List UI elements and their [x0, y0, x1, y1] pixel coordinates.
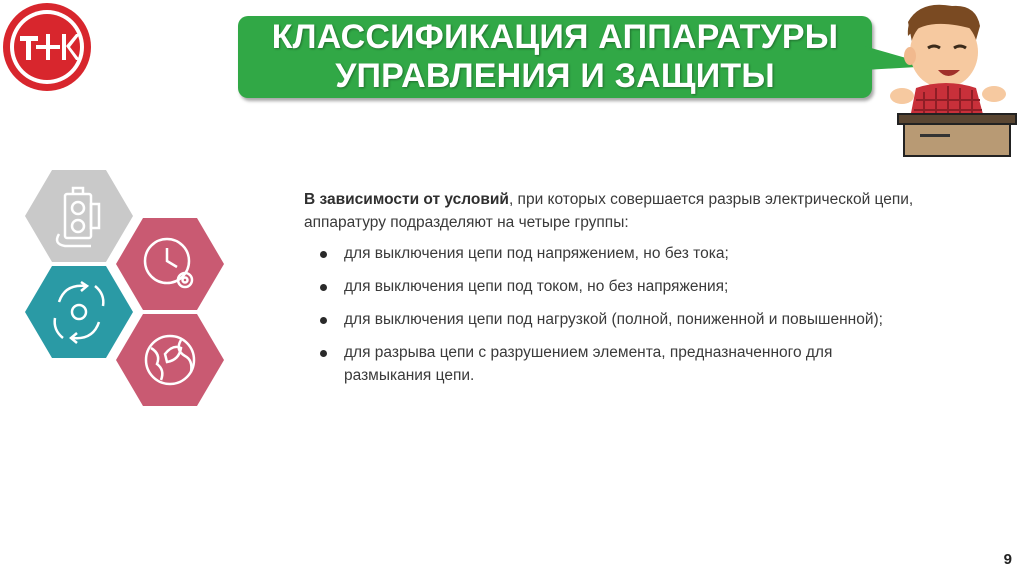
company-logo: [2, 2, 92, 92]
clock-gear-icon: [116, 218, 224, 310]
cycle-gear-icon: [25, 266, 133, 358]
list-item: [304, 308, 994, 331]
machine-icon: [25, 170, 133, 262]
list-item: [304, 275, 994, 298]
slide-title: [238, 16, 872, 98]
list-item-text: для выключения цепи под током, но без напряжения;: [344, 278, 729, 295]
hexagon-icon-cluster: [25, 168, 225, 408]
bullet-dot: [320, 350, 327, 357]
list-item: [304, 341, 904, 387]
list-item-text: для выключения цепи под напряжением, но без тока;: [344, 245, 729, 262]
list-item-text: для разрыва цепи с разрушением элемента, предназначенного для размыкания цепи.: [344, 344, 833, 384]
intro-bold: В зависимости от условий: [304, 191, 509, 208]
slide-title-line-1: КЛАССИФИКАЦИЯ АППАРАТУРЫ: [271, 18, 839, 56]
intro-rest: , при которых совершается разрыв электрической цепи, аппаратуру подразделяют на четыре группы:: [304, 191, 914, 231]
bullet-list: [304, 242, 994, 387]
list-item-text: для выключения цепи под нагрузкой (полной, пониженной и повышенной);: [344, 311, 883, 328]
bullet-dot: [320, 284, 327, 291]
bullet-dot: [320, 251, 327, 258]
intro-paragraph: [304, 188, 994, 234]
globe-leaf-icon: [116, 314, 224, 406]
bullet-dot: [320, 317, 327, 324]
page-number: 9: [1003, 551, 1012, 568]
content-text: [304, 188, 994, 387]
slide-title-line-2: УПРАВЛЕНИЯ И ЗАЩИТЫ: [335, 57, 775, 95]
speaker-cartoon-image: [880, 0, 1024, 158]
list-item: [304, 242, 994, 265]
